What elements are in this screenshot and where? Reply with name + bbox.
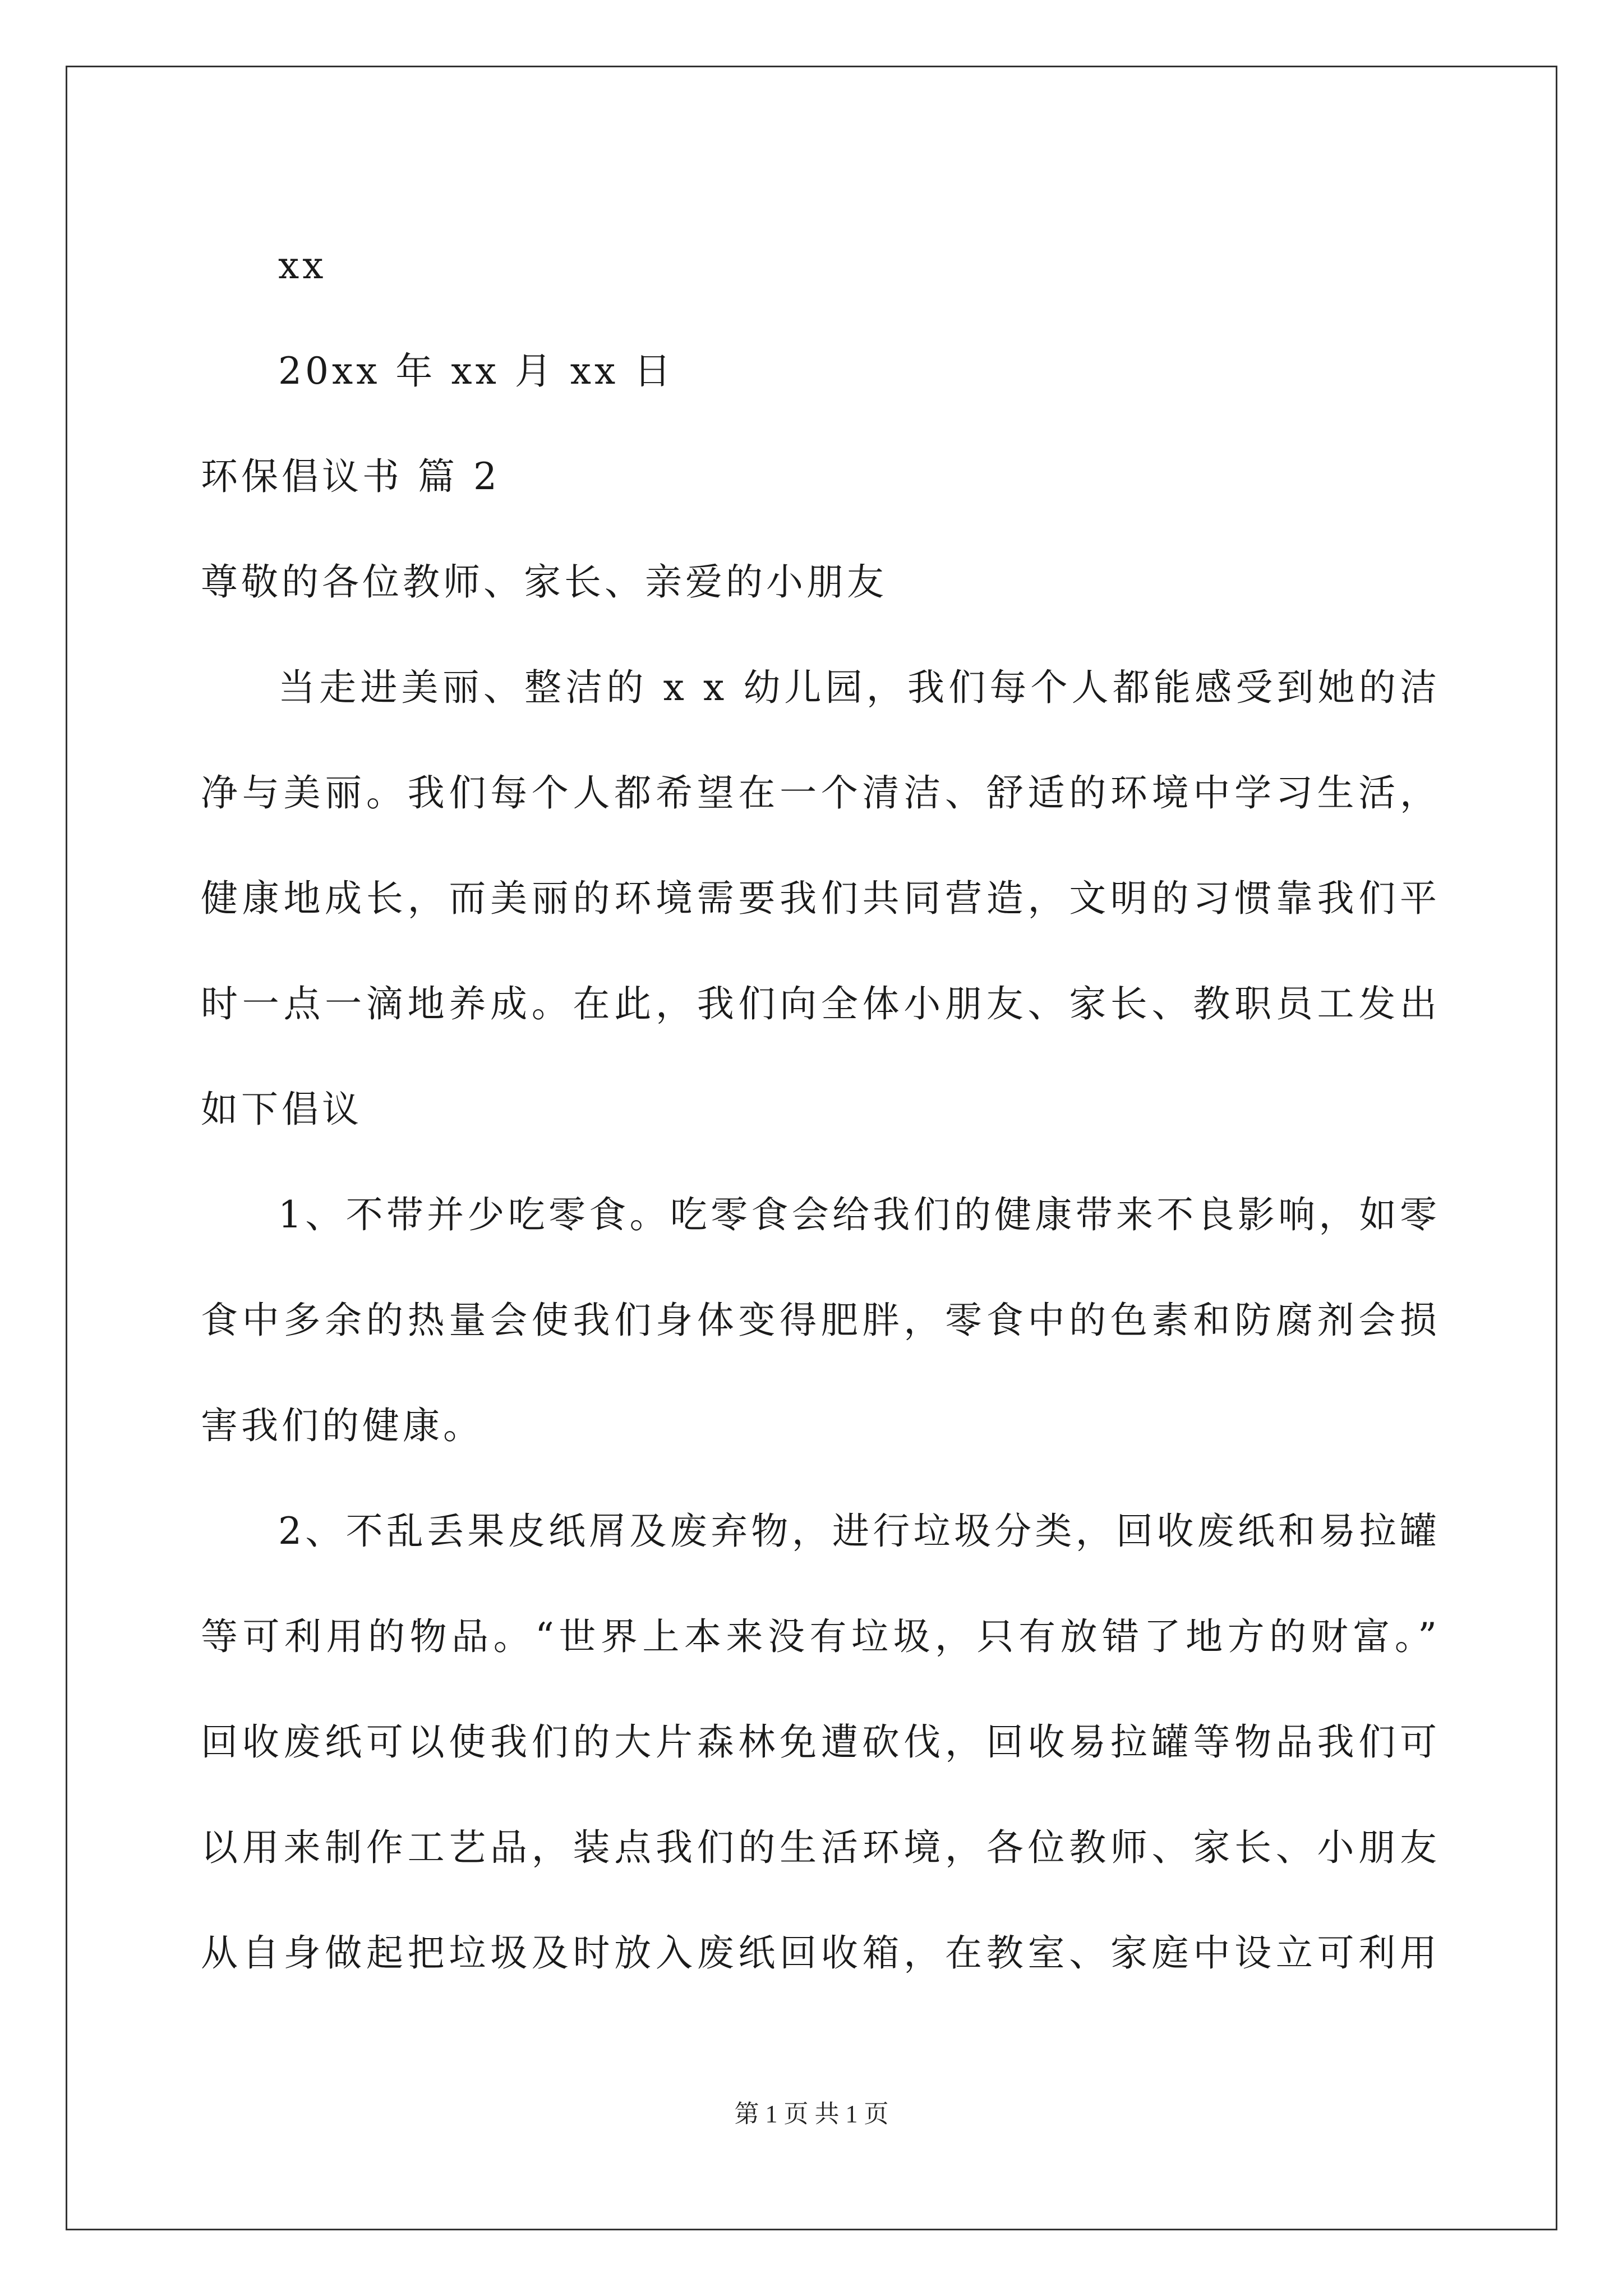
- paragraph-line: 净与美丽。我们每个人都希望在一个清洁、舒适的环境中学习生活，: [201, 771, 1440, 815]
- paragraph-line: 食中多余的热量会使我们身体变得肥胖，零食中的色素和防腐剂会损: [201, 1299, 1440, 1342]
- salutation: 尊敬的各位教师、家长、亲爱的小朋友: [201, 560, 887, 604]
- paragraph-3: [201, 1479, 1440, 2006]
- paragraph-line: 回收废纸可以使我们的大片森林免遭砍伐，回收易拉罐等物品我们可: [201, 1720, 1440, 1764]
- paragraph-line: 健康地成长，而美丽的环境需要我们共同营造，文明的习惯靠我们平: [201, 877, 1440, 920]
- paragraph-2: [201, 1162, 1440, 1479]
- signature: xx: [278, 244, 327, 287]
- page-footer: 第 1 页 共 1 页: [734, 2100, 889, 2128]
- date-line: 20xx 年 xx 月 xx 日: [278, 349, 675, 393]
- paragraph-line: 时一点一滴地养成。在此，我们向全体小朋友、家长、教职员工发出: [201, 982, 1440, 1025]
- paragraph-line: 以用来制作工艺品，装点我们的生活环境，各位教师、家长、小朋友: [201, 1826, 1440, 1869]
- paragraph-1: [201, 635, 1440, 1162]
- paragraph-line: 从自身做起把垃圾及时放入废纸回收箱，在教室、家庭中设立可利用: [201, 1931, 1440, 1975]
- section-title: 环保倡议书 篇 2: [201, 455, 500, 498]
- paragraph-line: 等可利用的物品。“世界上本来没有垃圾，只有放错了地方的财富。”: [201, 1615, 1440, 1658]
- paragraph-line: 当走进美丽、整洁的 x x 幼儿园，我们每个人都能感受到她的洁: [278, 666, 1440, 709]
- paragraph-line: 1、不带并少吃零食。吃零食会给我们的健康带来不良影响，如零: [278, 1193, 1440, 1236]
- paragraph-line: 2、不乱丢果皮纸屑及废弃物，进行垃圾分类，回收废纸和易拉罐: [278, 1510, 1440, 1553]
- document-body: [201, 213, 1440, 2006]
- paragraph-line: 如下倡议: [201, 1088, 362, 1131]
- paragraph-line: 害我们的健康。: [201, 1404, 483, 1447]
